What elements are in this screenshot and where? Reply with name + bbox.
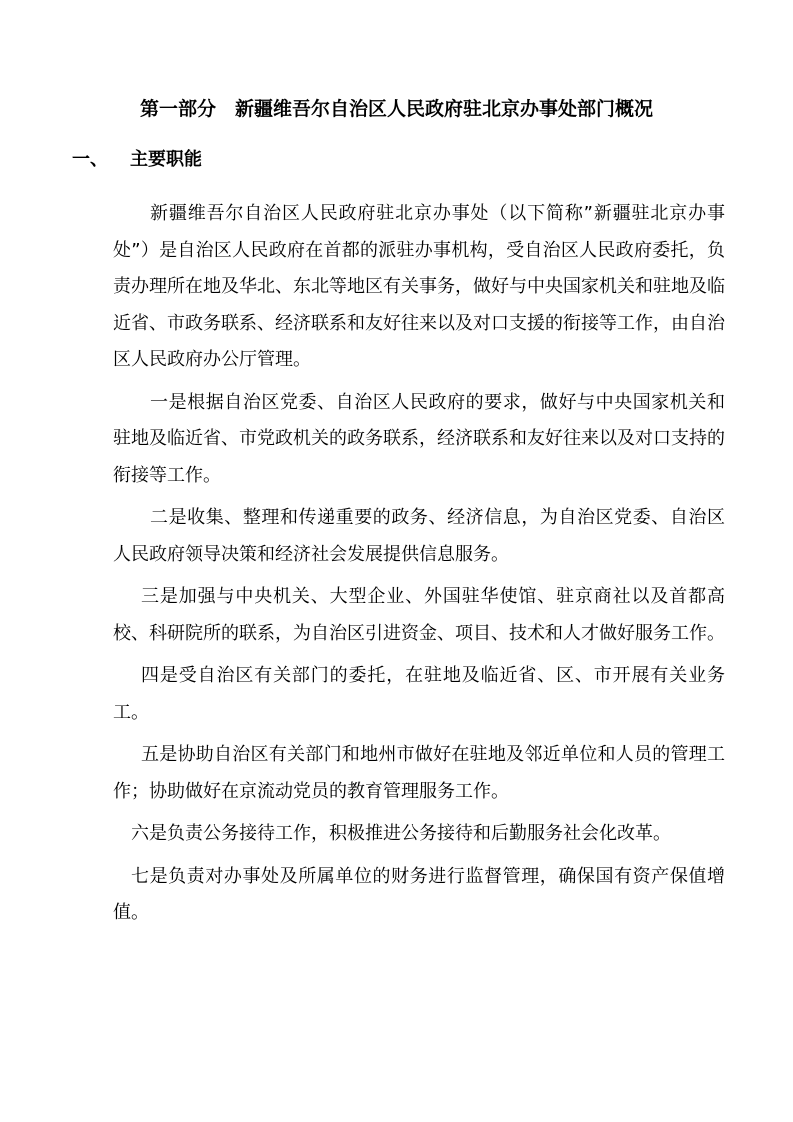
paragraph-duty-3: 三是加强与中央机关、大型企业、外国驻华使馆、驻京商社以及首都高校、科研院所的联系，为自治区引进资金、项目、技术和人才做好服务工作。 — [113, 586, 725, 644]
document-body — [113, 196, 725, 938]
paragraph-duty-6: 六是负责公务接待工作，积极推进公务接待和后勤服务社会化改革。 — [131, 823, 671, 844]
paragraph-duty-2: 二是收集、整理和传递重要的政务、经济信息，为自治区党委、自治区人民政府领导决策和经济社会发展提供信息服务。 — [113, 507, 725, 565]
paragraph-duty-4: 四是受自治区有关部门的委托，在驻地及临近省、区、市开展有关业务工。 — [113, 665, 725, 723]
section-heading-text: 主要职能 — [130, 149, 202, 170]
page-title: 第一部分 新疆维吾尔自治区人民政府驻北京办事处部门概况 — [139, 98, 653, 120]
paragraph-duty-1: 一是根据自治区党委、自治区人民政府的要求，做好与中央国家机关和驻地及临近省、市党政机关的政务联系，经济联系和友好往来以及对口支持的衔接等工作。 — [113, 391, 725, 486]
paragraph-duty-5: 五是协助自治区有关部门和地州市做好在驻地及邻近单位和人员的管理工作；协助做好在京流动党员的教育管理服务工作。 — [113, 744, 725, 802]
paragraph-duty-7: 七是负责对办事处及所属单位的财务进行监督管理，确保国有资产保值增值。 — [113, 865, 725, 923]
section-heading — [72, 146, 202, 174]
section-number: 一、 — [72, 149, 108, 170]
paragraph-overview: 新疆维吾尔自治区人民政府驻北京办事处（以下简称”新疆驻北京办事处”）是自治区人民政府在首都的派驻办事机构，受自治区人民政府委托，负责办理所在地及华北、东北等地区有关事务，做好与中央国家机关和驻地及临近省、市政务联系、经济联系和友好往来以及对口支援的衔接等工作，由自治区人民政府办公厅管理。 — [113, 203, 725, 370]
